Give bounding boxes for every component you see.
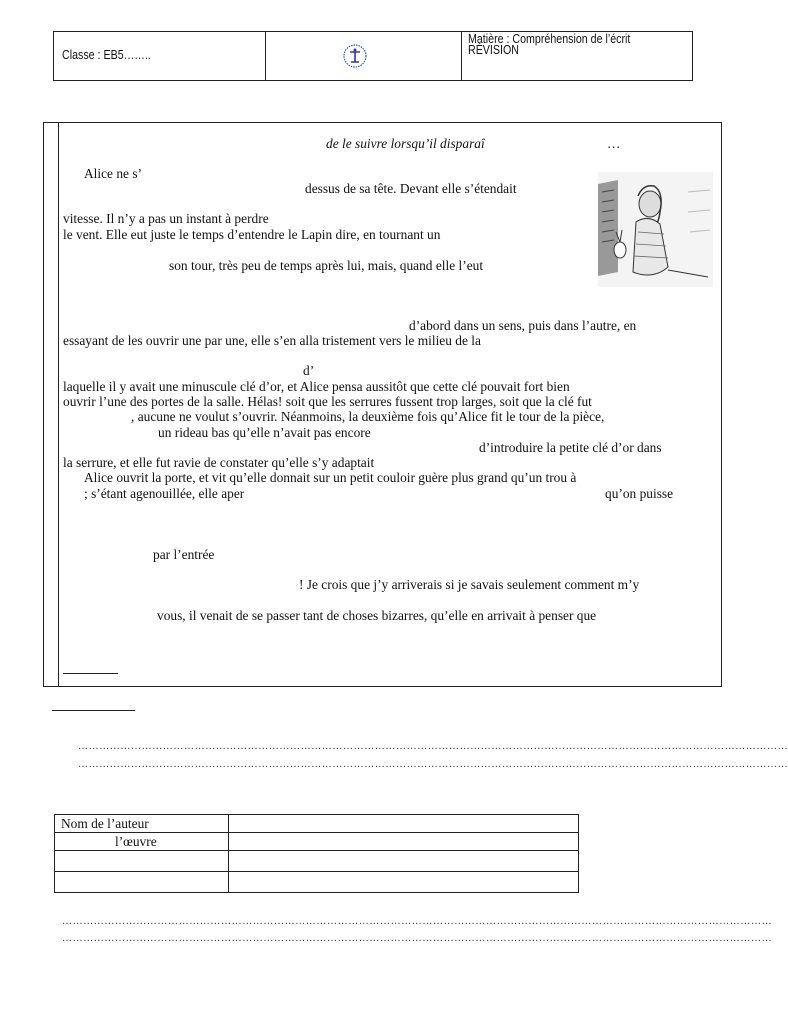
text-line-10: laquelle il y avait une minuscule clé d’or, et Alice pensa aussitôt que cette clé pouvait fort bien — [63, 379, 570, 394]
table-cell: l’œuvre — [55, 833, 229, 851]
table-cell — [55, 851, 229, 872]
text-line-4: vitesse. Il n’y a pas un instant à perdre — [63, 211, 269, 226]
answer-line-3[interactable]: ………………………………………………………………………………………………………………………………………………………………………………… — [62, 916, 773, 927]
text-line-12: , aucune ne voulut s’ouvrir. Néanmoins, la deuxième fois qu’Alice fit le tour de la pièce, — [131, 409, 605, 424]
class-cell — [54, 32, 266, 80]
source-underline — [63, 673, 118, 674]
text-line-17b: qu’on puisse — [605, 486, 674, 501]
text-line-15: la serrure, et elle fut ravie de constater qu’elle s’y adaptait — [63, 455, 375, 470]
header-table — [53, 31, 693, 81]
answer-line-1[interactable]: ………………………………………………………………………………………………………………………………………………………………………………… — [78, 741, 788, 752]
text-line-1-ellipsis: … — [607, 136, 621, 151]
text-line-13: un rideau bas qu’elle n’avait pas encore — [158, 425, 371, 440]
text-line-3: dessus de sa tête. Devant elle s’étendait — [305, 181, 517, 196]
table-cell-answer[interactable] — [229, 815, 579, 833]
table-row — [55, 851, 579, 872]
revision-label: RÉVISION — [468, 42, 519, 57]
table-cell-answer[interactable] — [229, 833, 579, 851]
alice-illustration-icon — [598, 172, 713, 287]
text-line-16: Alice ouvrit la porte, et vit qu’elle donnait sur un petit couloir guère plus grand qu’un trou à — [84, 470, 577, 485]
text-line-8: essayant de les ouvrir une par une, elle s’en alla tristement vers le milieu de la — [63, 333, 481, 348]
text-line-11: ouvrir l’une des portes de la salle. Hélas! soit que les serrures fussent trop larges, soit que la clé fut — [63, 394, 592, 409]
table-cell: Nom de l’auteur — [55, 815, 229, 833]
text-line-6: son tour, très peu de temps après lui, mais, quand elle l’eut — [169, 258, 484, 273]
text-line-14: d’introduire la petite clé d’or dans — [479, 440, 662, 455]
text-line-5: le vent. Elle eut juste le temps d’entendre le Lapin dire, en tournant un — [63, 227, 441, 242]
table-row — [55, 815, 579, 833]
text-line-2: Alice ne s’ — [84, 166, 143, 181]
school-crest-icon — [342, 43, 368, 69]
text-line-9: d’ — [303, 363, 315, 378]
table-cell-answer[interactable] — [229, 872, 579, 893]
frame-margin-line — [58, 122, 59, 687]
subject-label: Matière : Compréhension de l’écrit — [468, 31, 631, 46]
info-table — [54, 814, 579, 893]
subject-cell — [462, 32, 692, 80]
table-cell-answer[interactable] — [229, 851, 579, 872]
text-line-7: d’abord dans un sens, puis dans l’autre, en — [409, 318, 637, 333]
answer-line-4[interactable]: ………………………………………………………………………………………………………………………………………………………………………………… — [62, 933, 773, 944]
logo-cell — [266, 32, 462, 80]
text-line-1: de le suivre lorsqu’il disparaî — [326, 136, 485, 151]
text-line-18: par l’entrée — [153, 547, 215, 562]
class-label: Classe : EB5…….. — [62, 47, 151, 62]
section-heading-underline — [52, 710, 135, 711]
text-line-20: vous, il venait de se passer tant de choses bizarres, qu’elle en arrivait à penser que — [157, 608, 597, 623]
table-cell — [55, 872, 229, 893]
table-row — [55, 872, 579, 893]
text-line-17: ; s’étant agenouillée, elle aper — [84, 486, 245, 501]
table-row — [55, 833, 579, 851]
answer-line-2[interactable]: ………………………………………………………………………………………………………………………………………………………………………………… — [78, 759, 788, 770]
text-line-19: ! Je crois que j’y arriverais si je savais seulement comment m’y — [299, 577, 640, 592]
